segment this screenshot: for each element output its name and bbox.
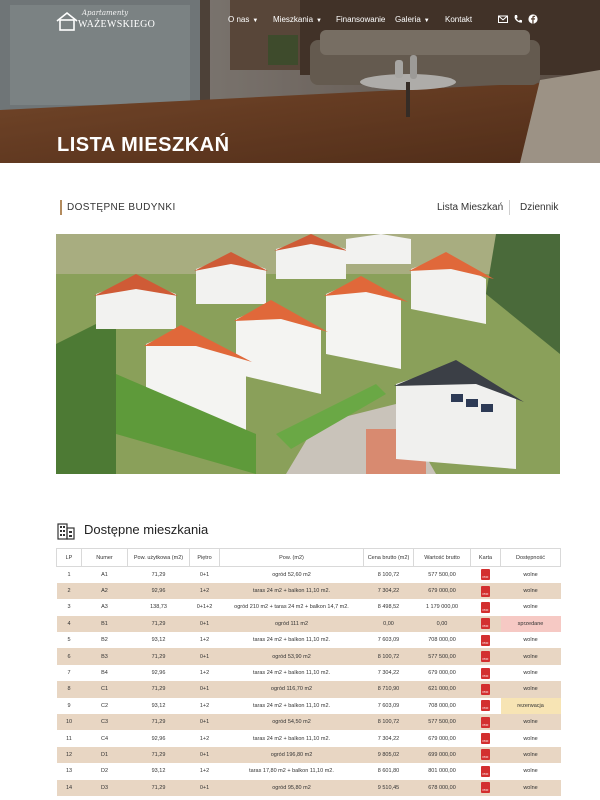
tab-lista-mieszkan[interactable]: Lista Mieszkań: [437, 202, 504, 213]
cell-wartosc: 699 000,00: [414, 747, 471, 763]
cell-lp: 10: [57, 714, 82, 730]
cell-pow: ogród 196,80 m2: [220, 747, 364, 763]
cell-pow-uzytkowa: 71,29: [128, 681, 190, 697]
cell-karta: [471, 665, 501, 681]
pdf-icon[interactable]: [481, 766, 490, 777]
cell-wartosc: 679 000,00: [414, 665, 471, 681]
cell-cena: 8 498,52: [364, 599, 414, 615]
table-header-row: [57, 549, 561, 567]
col-header-pow-uzytkowa[interactable]: Pow. użytkowa (m2): [128, 549, 190, 567]
building-icon: [56, 520, 76, 540]
cell-pietro: 0+1: [190, 616, 220, 632]
cell-karta: [471, 780, 501, 796]
cell-dostepnosc: sprzedane: [501, 616, 561, 632]
cell-numer: C3: [82, 714, 128, 730]
cell-lp: 13: [57, 763, 82, 779]
cell-lp: 3: [57, 599, 82, 615]
cell-cena: 7 603,09: [364, 698, 414, 714]
cell-cena: 8 100,72: [364, 714, 414, 730]
tab-dziennik[interactable]: Dziennik: [520, 202, 559, 213]
pdf-icon[interactable]: [481, 700, 490, 711]
col-header-wartosc[interactable]: Wartość brutto: [414, 549, 471, 567]
cell-pow-uzytkowa: 71,29: [128, 747, 190, 763]
cell-numer: A1: [82, 567, 128, 583]
page-title: LISTA MIESZKAŃ: [57, 134, 230, 156]
nav-item-galeria[interactable]: [395, 15, 430, 24]
cell-lp: 9: [57, 698, 82, 714]
cell-cena: 7 304,22: [364, 730, 414, 746]
cell-cena: 8 710,90: [364, 681, 414, 697]
cell-pow-uzytkowa: 93,12: [128, 632, 190, 648]
navbar: [0, 0, 600, 40]
cell-cena: 8 100,72: [364, 648, 414, 664]
table-row: [57, 567, 561, 583]
cell-lp: 14: [57, 780, 82, 796]
cell-pow-uzytkowa: 71,29: [128, 648, 190, 664]
cell-pietro: 0+1: [190, 780, 220, 796]
cell-pow: ogród 210 m2 + taras 24 m2 + balkon 14,7 m2.: [220, 599, 364, 615]
cell-lp: 1: [57, 567, 82, 583]
col-header-pow[interactable]: Pow. (m2): [220, 549, 364, 567]
cell-lp: 4: [57, 616, 82, 632]
cell-dostepnosc: wolne: [501, 763, 561, 779]
cell-pietro: 0+1: [190, 714, 220, 730]
cell-cena: 9 510,45: [364, 780, 414, 796]
cell-karta: [471, 632, 501, 648]
cell-pow: ogród 54,50 m2: [220, 714, 364, 730]
col-header-lp[interactable]: LP: [57, 549, 82, 567]
cell-wartosc: 1 179 000,00: [414, 599, 471, 615]
cell-pow-uzytkowa: 71,29: [128, 714, 190, 730]
cell-pow: ogród 111 m2: [220, 616, 364, 632]
cell-wartosc: 577 500,00: [414, 648, 471, 664]
cell-numer: B3: [82, 648, 128, 664]
pdf-icon[interactable]: [481, 635, 490, 646]
col-header-numer[interactable]: Numer: [82, 549, 128, 567]
cell-karta: [471, 730, 501, 746]
cell-lp: 11: [57, 730, 82, 746]
cell-cena: 0,00: [364, 616, 414, 632]
cell-lp: 12: [57, 747, 82, 763]
cell-wartosc: 679 000,00: [414, 730, 471, 746]
cell-wartosc: 801 000,00: [414, 763, 471, 779]
cell-dostepnosc: rezerwacja: [501, 698, 561, 714]
cell-lp: 2: [57, 583, 82, 599]
table-row: [57, 730, 561, 746]
cell-pietro: 1+2: [190, 763, 220, 779]
pdf-icon[interactable]: [481, 749, 490, 760]
house-logo-icon: [56, 11, 78, 31]
cell-wartosc: 679 000,00: [414, 583, 471, 599]
cell-dostepnosc: wolne: [501, 714, 561, 730]
aerial-estate-image: [56, 234, 560, 474]
cell-pietro: 1+2: [190, 632, 220, 648]
cell-dostepnosc: wolne: [501, 599, 561, 615]
cell-karta: [471, 747, 501, 763]
cell-wartosc: 577 500,00: [414, 567, 471, 583]
cell-numer: B1: [82, 616, 128, 632]
nav-label: O nas: [228, 15, 250, 24]
pdf-icon[interactable]: [481, 684, 490, 695]
table-row: [57, 648, 561, 664]
cell-lp: 7: [57, 665, 82, 681]
cell-pow-uzytkowa: 93,12: [128, 698, 190, 714]
table-row: [57, 616, 561, 632]
pdf-icon[interactable]: [481, 651, 490, 662]
cell-pietro: 0+1: [190, 681, 220, 697]
nav-item-finansowanie[interactable]: [336, 15, 385, 24]
cell-pow: taras 17,80 m2 + balkon 11,10 m2.: [220, 763, 364, 779]
mail-icon[interactable]: [498, 14, 508, 24]
cell-wartosc: 0,00: [414, 616, 471, 632]
cell-numer: A3: [82, 599, 128, 615]
pdf-icon[interactable]: [481, 717, 490, 728]
cell-cena: 9 805,02: [364, 747, 414, 763]
nav-label: Kontakt: [445, 15, 473, 24]
tab-divider: [509, 200, 510, 215]
nav-label: Galeria: [395, 15, 421, 24]
cell-pow-uzytkowa: 138,73: [128, 599, 190, 615]
cell-cena: 7 304,22: [364, 665, 414, 681]
cell-pow-uzytkowa: 93,12: [128, 763, 190, 779]
cell-lp: 5: [57, 632, 82, 648]
cell-pietro: 1+2: [190, 730, 220, 746]
nav-item-mieszkania[interactable]: [273, 15, 322, 24]
cell-karta: [471, 648, 501, 664]
cell-karta: [471, 698, 501, 714]
cell-pow: taras 24 m2 + balkon 11,10 m2.: [220, 730, 364, 746]
table-row: [57, 714, 561, 730]
section-title-apartments: Dostępne mieszkania: [84, 522, 209, 537]
table-row: [57, 632, 561, 648]
cell-pietro: 0+1: [190, 648, 220, 664]
cell-dostepnosc: wolne: [501, 780, 561, 796]
cell-wartosc: 678 000,00: [414, 780, 471, 796]
pdf-icon[interactable]: [481, 569, 490, 580]
table-row: [57, 665, 561, 681]
chevron-down-icon: ▼: [423, 18, 430, 24]
pdf-icon[interactable]: [481, 602, 490, 613]
cell-numer: D1: [82, 747, 128, 763]
cell-karta: [471, 599, 501, 615]
pdf-icon[interactable]: [481, 618, 490, 629]
nav-label: Finansowanie: [336, 15, 386, 24]
cell-dostepnosc: wolne: [501, 632, 561, 648]
logo[interactable]: [56, 9, 156, 33]
cell-pow-uzytkowa: 92,96: [128, 665, 190, 681]
cell-numer: A2: [82, 583, 128, 599]
section-accent-bar: [60, 200, 62, 215]
pdf-icon[interactable]: [481, 586, 490, 597]
table-row: [57, 681, 561, 697]
cell-pietro: 0+1+2: [190, 599, 220, 615]
cell-pow: taras 24 m2 + balkon 11,10 m2.: [220, 632, 364, 648]
cell-numer: D2: [82, 763, 128, 779]
cell-wartosc: 577 500,00: [414, 714, 471, 730]
cell-numer: B4: [82, 665, 128, 681]
cell-pietro: 1+2: [190, 583, 220, 599]
cell-pow-uzytkowa: 71,29: [128, 780, 190, 796]
cell-dostepnosc: wolne: [501, 665, 561, 681]
cell-dostepnosc: wolne: [501, 681, 561, 697]
cell-pow: ogród 53,90 m2: [220, 648, 364, 664]
cell-karta: [471, 714, 501, 730]
cell-pow-uzytkowa: 71,29: [128, 616, 190, 632]
pdf-icon[interactable]: [481, 782, 490, 793]
hero-banner: [0, 0, 600, 163]
cell-dostepnosc: wolne: [501, 567, 561, 583]
apartments-table: [56, 548, 561, 796]
cell-dostepnosc: wolne: [501, 583, 561, 599]
col-header-pietro[interactable]: Piętro: [190, 549, 220, 567]
cell-cena: 8 601,80: [364, 763, 414, 779]
cell-karta: [471, 567, 501, 583]
cell-pietro: 1+2: [190, 698, 220, 714]
pdf-icon[interactable]: [481, 668, 490, 679]
table-row: [57, 698, 561, 714]
nav-item-kontakt[interactable]: [445, 15, 472, 24]
cell-karta: [471, 681, 501, 697]
estate-render-image: [56, 234, 560, 474]
logo-main-text: WAŻEWSKIEGO: [78, 19, 156, 30]
cell-lp: 6: [57, 648, 82, 664]
cell-pow: taras 24 m2 + balkon 11,10 m2.: [220, 665, 364, 681]
col-header-cena[interactable]: Cena brutto (m2): [364, 549, 414, 567]
cell-pietro: 0+1: [190, 747, 220, 763]
cell-karta: [471, 763, 501, 779]
cell-pow: ogród 95,80 m2: [220, 780, 364, 796]
cell-dostepnosc: wolne: [501, 648, 561, 664]
cell-karta: [471, 616, 501, 632]
cell-numer: C1: [82, 681, 128, 697]
cell-pow-uzytkowa: 92,96: [128, 583, 190, 599]
table-row: [57, 763, 561, 779]
cell-numer: D3: [82, 780, 128, 796]
table-row: [57, 747, 561, 763]
nav-item-o-nas[interactable]: [228, 15, 258, 24]
cell-pow: ogród 116,70 m2: [220, 681, 364, 697]
facebook-icon[interactable]: [528, 14, 538, 24]
table-row: [57, 583, 561, 599]
cell-dostepnosc: wolne: [501, 747, 561, 763]
cell-cena: 8 100,72: [364, 567, 414, 583]
cell-pow-uzytkowa: 92,96: [128, 730, 190, 746]
cell-karta: [471, 583, 501, 599]
pdf-icon[interactable]: [481, 733, 490, 744]
cell-wartosc: 708 000,00: [414, 698, 471, 714]
cell-wartosc: 708 000,00: [414, 632, 471, 648]
cell-dostepnosc: wolne: [501, 730, 561, 746]
cell-numer: C4: [82, 730, 128, 746]
phone-icon[interactable]: [513, 14, 523, 24]
cell-numer: C2: [82, 698, 128, 714]
cell-pow-uzytkowa: 71,29: [128, 567, 190, 583]
logo-script-text: Apartamenty: [82, 9, 129, 17]
cell-numer: B2: [82, 632, 128, 648]
cell-pietro: 0+1: [190, 567, 220, 583]
nav-label: Mieszkania: [273, 15, 314, 24]
col-header-karta[interactable]: Karta: [471, 549, 501, 567]
cell-cena: 7 304,22: [364, 583, 414, 599]
table-row: [57, 599, 561, 615]
chevron-down-icon: ▼: [252, 18, 259, 24]
section-title-buildings: DOSTĘPNE BUDYNKI: [67, 202, 176, 213]
cell-wartosc: 621 000,00: [414, 681, 471, 697]
col-header-dostepnosc[interactable]: Dostępność: [501, 549, 561, 567]
cell-pow: taras 24 m2 + balkon 11,10 m2.: [220, 583, 364, 599]
cell-pietro: 1+2: [190, 665, 220, 681]
cell-pow: taras 24 m2 + balkon 11,10 m2.: [220, 698, 364, 714]
chevron-down-icon: ▼: [316, 18, 322, 24]
table-row: [57, 780, 561, 796]
cell-cena: 7 603,09: [364, 632, 414, 648]
cell-lp: 8: [57, 681, 82, 697]
cell-pow: ogród 52,60 m2: [220, 567, 364, 583]
